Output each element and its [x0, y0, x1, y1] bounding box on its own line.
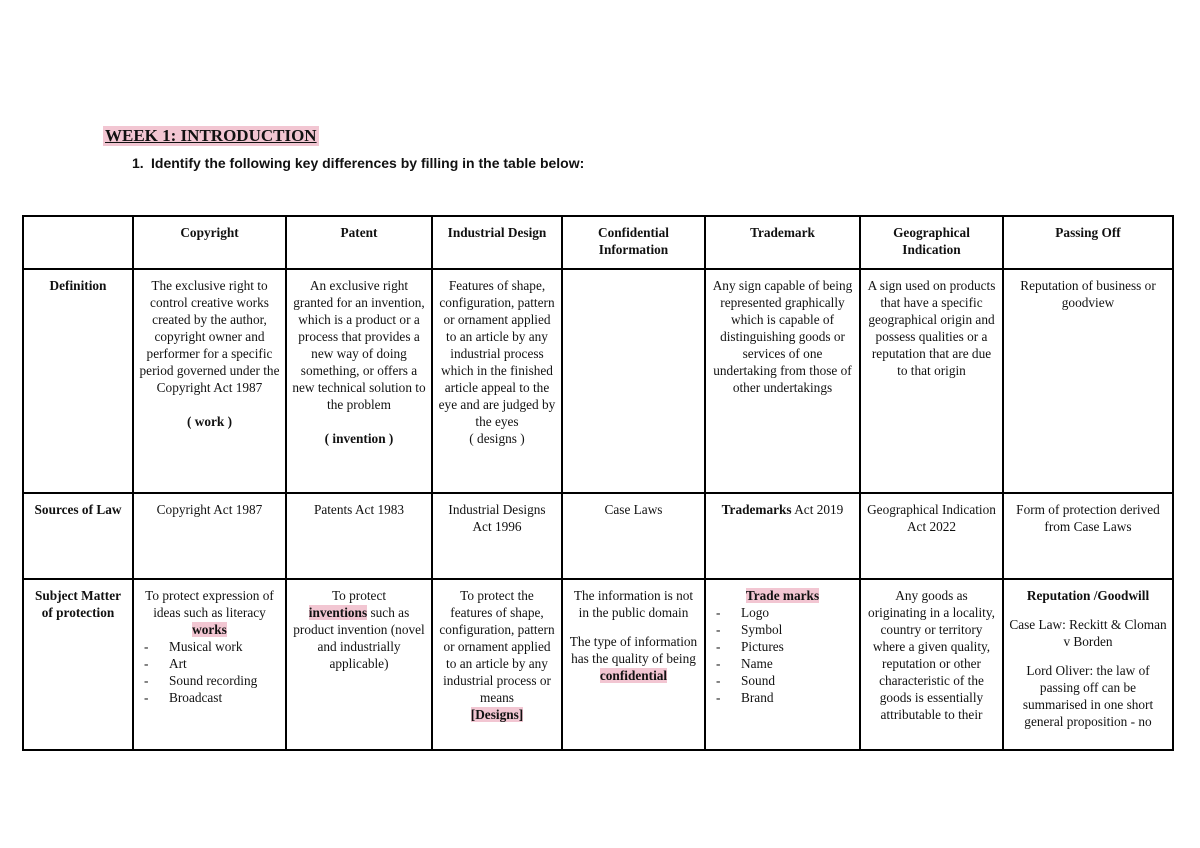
subject-patent-highlight: inventions — [308, 605, 368, 620]
definition-geographical-indication: A sign used on products that have a specific geographical origin and possess qualities or a reputation that are due to that origin — [860, 269, 1003, 493]
page-title: WEEK 1: INTRODUCTION — [105, 126, 317, 145]
table-header-row — [23, 216, 1173, 269]
list-item: - Pictures — [711, 638, 854, 655]
row-label-definition: Definition — [23, 269, 133, 493]
sources-passing-off: Form of protection derived from Case Laws — [1003, 493, 1173, 579]
list-item: - Symbol — [711, 621, 854, 638]
subject-confidential-p1: The information is not in the public domain — [573, 588, 694, 620]
subject-design-text: To protect the features of shape, configuration, pattern or ornament applied to an article by any industrial process or means — [439, 588, 555, 705]
header-geographical-indication: Geographical Indication — [860, 216, 1003, 269]
header-patent: Patent — [286, 216, 432, 269]
subject-industrial-design — [432, 579, 562, 750]
copyright-works-list — [139, 638, 280, 706]
subject-trademark — [705, 579, 860, 750]
comparison-table — [22, 215, 1174, 751]
subject-copyright — [133, 579, 286, 750]
subject-geographical-indication: Any goods as originating in a locality, country or territory where a given quality, reputation or other characteristic of the goods is essentially attributable to their — [860, 579, 1003, 750]
subject-confidential-p2: The type of information has the quality of being — [569, 634, 698, 666]
list-item: - Broadcast — [139, 689, 280, 706]
definition-design-text: Features of shape, configuration, pattern or ornament applied to an article by any industrial process which in the finished article appeal to the eye and are judged by the eyes — [438, 278, 556, 429]
list-item: - Name — [711, 655, 854, 672]
subject-confidential-highlight: confidential — [599, 668, 668, 683]
definition-row — [23, 269, 1173, 493]
definition-trademark: Any sign capable of being represented graphically which is capable of distinguishing goods or services of one undertaking from those of other undertakings — [705, 269, 860, 493]
definition-confidential — [562, 269, 705, 493]
list-item: - Art — [139, 655, 280, 672]
header-copyright: Copyright — [133, 216, 286, 269]
trademark-types-list — [711, 604, 854, 706]
sources-trademark-bold: Trademarks — [721, 502, 792, 517]
sources-confidential: Case Laws — [562, 493, 705, 579]
sources-row — [23, 493, 1173, 579]
list-item: - Sound recording — [139, 672, 280, 689]
subject-matter-row — [23, 579, 1173, 750]
sources-geographical-indication: Geographical Indication Act 2022 — [860, 493, 1003, 579]
header-confidential-information: Confidential Information — [562, 216, 705, 269]
definition-patent — [286, 269, 432, 493]
header-cell-empty — [23, 216, 133, 269]
list-item: - Logo — [711, 604, 854, 621]
list-item: - Sound — [711, 672, 854, 689]
subject-patent-post: such as product invention (novel and industrially applicable) — [293, 605, 425, 671]
list-item: - Musical work — [139, 638, 280, 655]
subject-passing-off — [1003, 579, 1173, 750]
subject-passing-off-quote: Lord Oliver: the law of passing off can be summarised in one short general proposition - no — [1022, 663, 1154, 729]
subject-confidential — [562, 579, 705, 750]
question-text: Identify the following key differences by filling in the table below: — [151, 155, 585, 171]
list-item: - Brand — [711, 689, 854, 706]
sources-copyright: Copyright Act 1987 — [133, 493, 286, 579]
row-label-subject-matter: Subject Matter of protection — [23, 579, 133, 750]
question-number: 1. — [132, 155, 144, 171]
definition-passing-off: Reputation of business or goodview — [1003, 269, 1173, 493]
header-trademark: Trademark — [705, 216, 860, 269]
subject-patent-pre: To protect — [331, 588, 387, 603]
sources-trademark — [705, 493, 860, 579]
header-passing-off: Passing Off — [1003, 216, 1173, 269]
subject-copyright-text: To protect expression of ideas such as literacy — [145, 588, 274, 620]
definition-design-tag: ( designs ) — [469, 431, 525, 446]
subject-trademark-highlight: Trade marks — [745, 588, 820, 603]
header-industrial-design: Industrial Design — [432, 216, 562, 269]
definition-patent-text: An exclusive right granted for an invention, which is a product or a process that provides a new way of doing something, or offers a new technical solution to the problem — [292, 278, 426, 412]
definition-copyright — [133, 269, 286, 493]
row-label-sources: Sources of Law — [23, 493, 133, 579]
sources-industrial-design: Industrial Designs Act 1996 — [432, 493, 562, 579]
sources-patent: Patents Act 1983 — [286, 493, 432, 579]
definition-copyright-tag: ( work ) — [186, 414, 233, 429]
definition-copyright-text: The exclusive right to control creative works created by the author, copyright owner and performer for a specific period governed under the Copyright Act 1987 — [139, 278, 280, 395]
subject-passing-off-case: Case Law: Reckitt & Cloman v Borden — [1009, 617, 1167, 649]
definition-industrial-design — [432, 269, 562, 493]
subject-copyright-highlight: works — [192, 622, 227, 637]
definition-patent-tag: ( invention ) — [324, 431, 394, 446]
subject-passing-off-heading: Reputation /Goodwill — [1026, 588, 1150, 603]
subject-patent — [286, 579, 432, 750]
sources-trademark-rest: Act 2019 — [791, 502, 844, 517]
subject-design-highlight: [Designs] — [470, 707, 524, 722]
question-prompt — [132, 155, 584, 171]
